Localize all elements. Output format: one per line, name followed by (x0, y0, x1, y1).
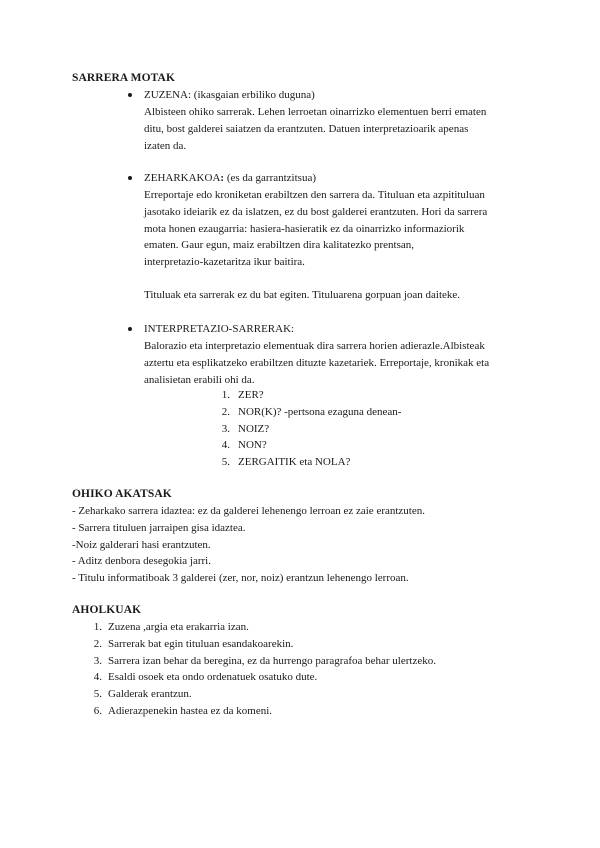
list-number: 5. (93, 688, 102, 701)
akatsak-list (72, 503, 425, 587)
list-number: 3. (221, 422, 230, 435)
list-text: ZERGAITIK eta NOLA? (238, 456, 351, 469)
paragraph-line: izaten da. (144, 139, 187, 152)
paragraph-line: Erreportaje edo kroniketan erabiltzen den sarrera da. Tituluan eta azpitituluan (144, 189, 485, 201)
list-text: Galderak erantzun. (108, 688, 192, 701)
bullet-interpretazio-heading: INTERPRETAZIO-SARRERAK: (144, 323, 295, 335)
list-text: ZER? (238, 389, 264, 401)
list-number: 4. (93, 671, 102, 684)
zuzena-paragraph (144, 104, 544, 154)
list-item: - Aditz denbora desegokia jarri. (72, 555, 211, 568)
list-number: 2. (93, 637, 102, 650)
bullet-dot-icon (128, 327, 132, 331)
list-item: -Noiz galderari hasi erantzuten. (72, 538, 211, 551)
heading-note: (es da garrantzitsua) (224, 172, 316, 184)
list-text: Sarrerak bat egin tituluan esandakoarekin. (108, 637, 294, 650)
list-text: Adierazpenekin hastea ez da komeni. (108, 704, 273, 717)
list-number: 1. (93, 621, 102, 633)
paragraph-line: jasotako ideiarik ez da islatzen, ez du bost galderei erantzuten. Hori da sarrera (144, 205, 488, 218)
heading-colon: : (220, 172, 225, 184)
paragraph-line: ematen. Gaur egun, maiz erabiltzen dira kalitatezko prentsan, (144, 239, 414, 252)
paragraph-line: Balorazio eta interpretazio elementuak dira sarrera horien adierazle.Albisteak (144, 340, 485, 352)
bullet-dot-icon (128, 176, 132, 180)
bullet-zeharkakoa-heading (144, 170, 316, 187)
paragraph-line: ditu, bost galderei saiatzen da erantzuten. Datuen interpretazioarik apenas (144, 122, 469, 135)
list-text: NOIZ? (238, 422, 270, 435)
section-title-ohiko-akatsak: OHIKO AKATSAK (72, 488, 172, 500)
list-text: NOR(K)? -pertsona ezaguna denean- (238, 405, 402, 418)
list-item: - Sarrera tituluen jarraipen gisa idaztea. (72, 521, 246, 534)
list-number: 2. (221, 405, 230, 418)
list-text: Esaldi osoek eta ondo ordenatuek osatuko dute. (108, 671, 318, 684)
list-text: NON? (238, 439, 267, 452)
interpretazio-paragraph (144, 338, 544, 388)
paragraph-line: mota honen ezaugarria: hasiera-hasieratik ez da oinarrizko informaziorik (144, 222, 465, 235)
paragraph-line: Albisteen ohiko sarrerak. Lehen lerroetan oinarrizko elementuen berri ematen (144, 106, 487, 118)
list-text: Zuzena ,argia eta erakarria izan. (108, 621, 249, 633)
list-number: 6. (93, 704, 102, 717)
paragraph-line: interpretazio-kazetaritza ikur baitira. (144, 256, 305, 269)
section-title-sarrera-motak: SARRERA MOTAK (72, 72, 175, 84)
zeharkakoa-note (144, 287, 544, 304)
list-number: 3. (93, 654, 102, 667)
list-number: 4. (221, 439, 230, 452)
heading-main: ZEHARKAKOA (144, 172, 221, 184)
paragraph-line: aztertu eta esplikatzeko erabiltzen dituzte kazetariek. Erreportaje, kronikak eta (144, 356, 490, 369)
list-text: Sarrera izan behar da beregina, ez da hurrengo paragrafoa behar ulertzeko. (108, 654, 436, 667)
zeharkakoa-paragraph (144, 187, 544, 271)
bullet-dot-icon (128, 93, 132, 97)
bullet-zuzena-heading: ZUZENA: (ikasgaian erbiliko duguna) (144, 89, 315, 101)
paragraph-line: Tituluak eta sarrerak ez du bat egiten. Tituluarena gorpuan joan daiteke. (144, 289, 461, 301)
list-item: - Titulu informatiboak 3 galderei (zer, nor, noiz) erantzun lehenengo lerroan. (72, 572, 409, 585)
list-item: - Zeharkako sarrera idaztea: ez da galderei lehenengo lerroan ez zaie erantzuten. (72, 505, 425, 517)
paragraph-line: analisietan erabili ohi da. (144, 373, 255, 386)
section-title-aholkuak: AHOLKUAK (72, 604, 142, 616)
list-number: 5. (221, 456, 230, 469)
list-number: 1. (221, 389, 230, 401)
